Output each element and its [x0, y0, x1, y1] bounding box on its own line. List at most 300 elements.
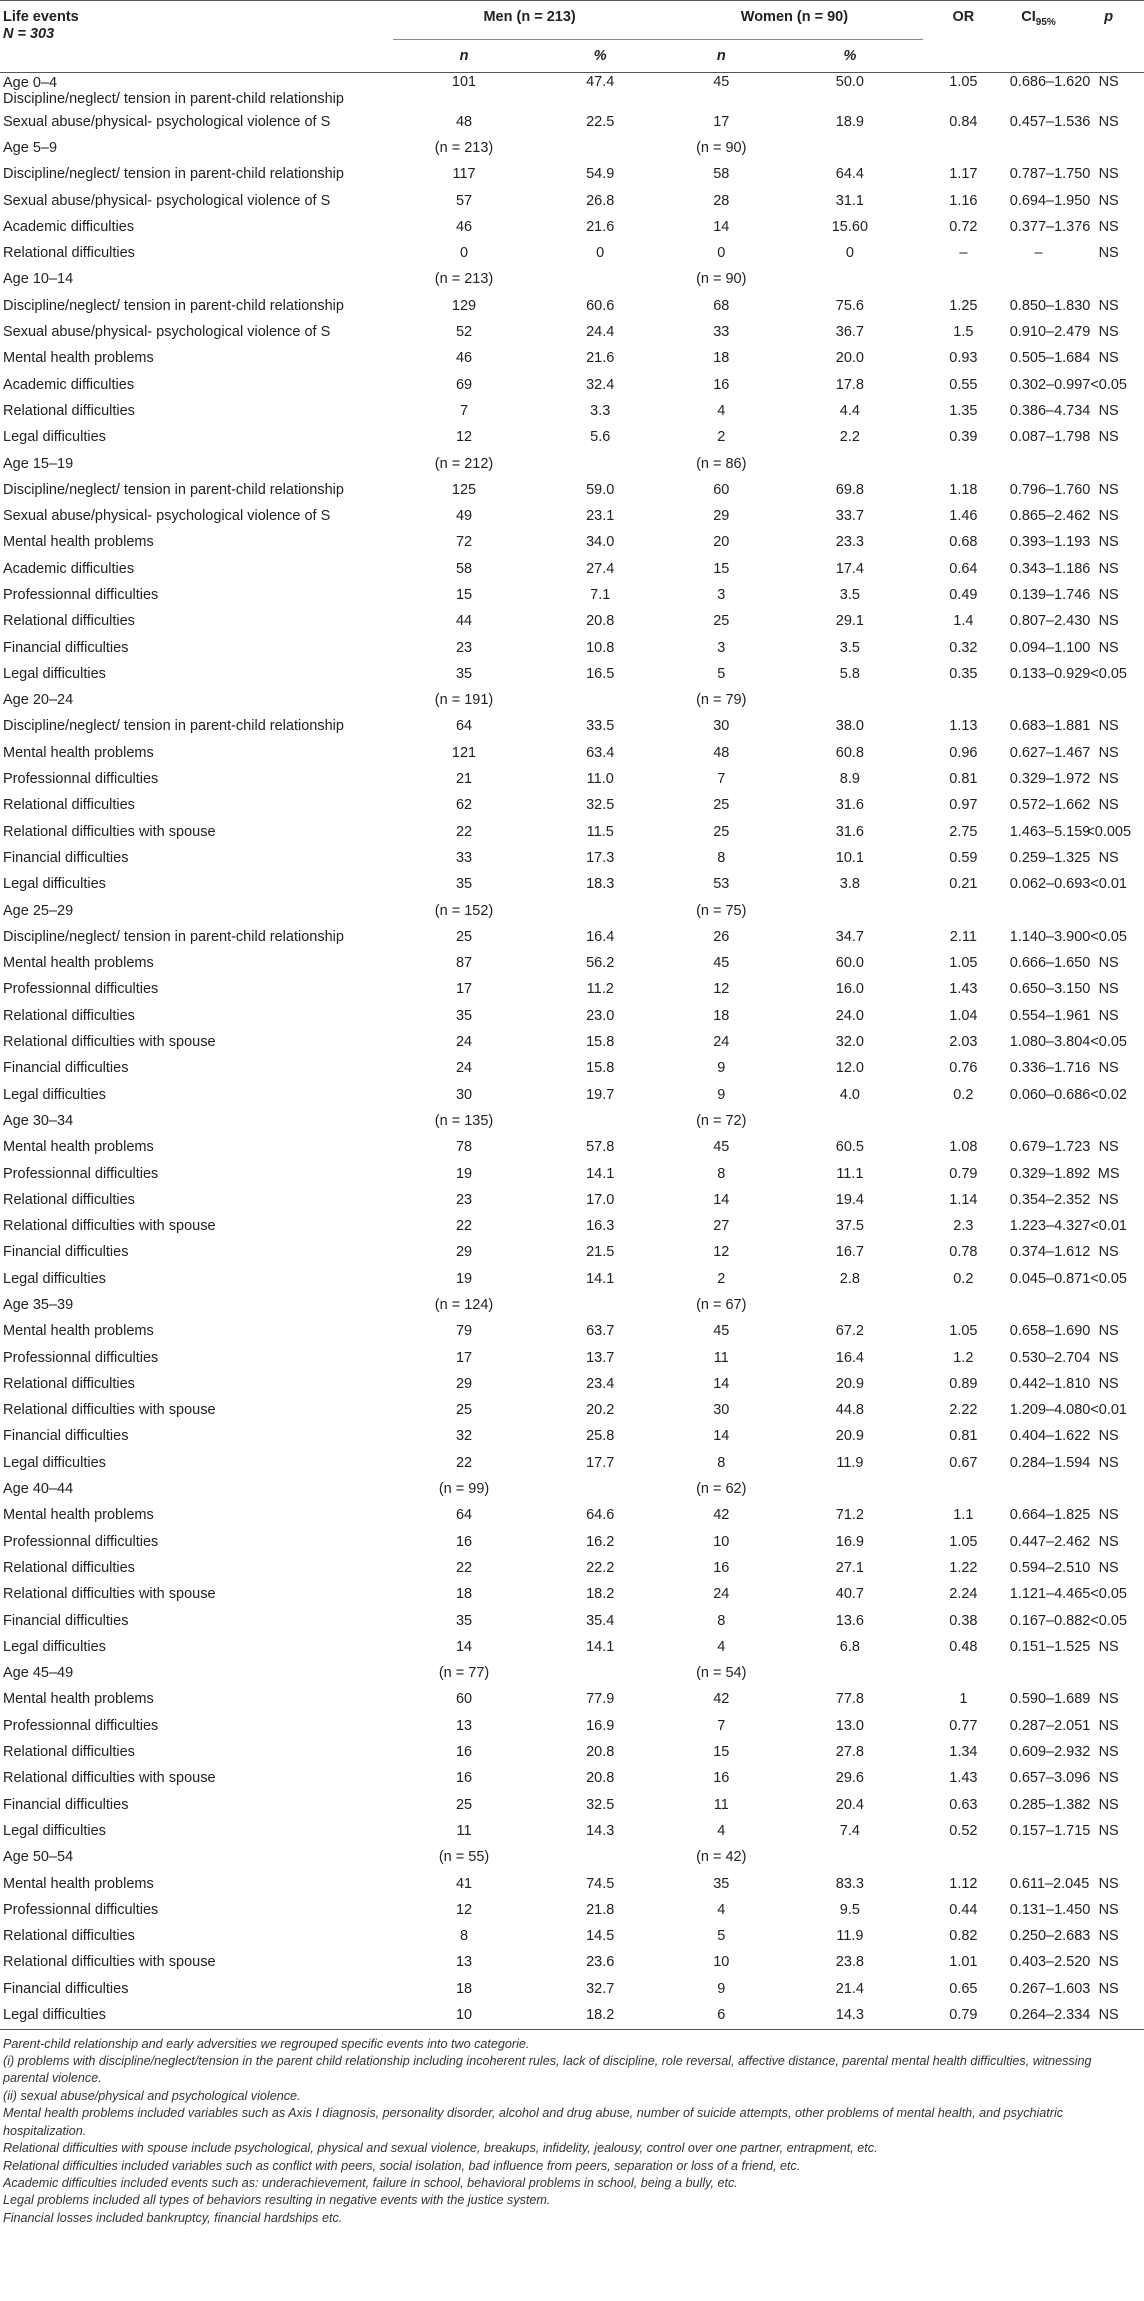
cell-women-pct: 31.6	[835, 823, 864, 840]
cell-men-n: 23	[455, 639, 473, 656]
cell-odds-ratio	[923, 451, 1004, 477]
table-row	[0, 977, 1144, 1003]
cell-p-value: NS	[1098, 1822, 1119, 1839]
row-label	[0, 1371, 393, 1397]
cell-odds-ratio: 1.14	[949, 1191, 978, 1208]
table-header	[0, 1, 1144, 73]
age-group-label	[0, 267, 393, 293]
cell-p-value: NS	[1098, 1691, 1119, 1708]
cell-ci-95: 1.223–4.327	[1009, 1218, 1091, 1235]
cell-women-n: 18	[713, 350, 730, 367]
row-label-text: Age 25–29	[3, 902, 74, 919]
cell-women-pct: 40.7	[835, 1586, 864, 1603]
cell-odds-ratio: 0.48	[949, 1638, 978, 1655]
row-label-text: Professionnal difficulties	[3, 1901, 159, 1918]
cell-ci-95: 0.157–1.715	[1009, 1822, 1091, 1839]
cell-ci-95: 0.285–1.382	[1009, 1796, 1091, 1813]
cell-women-pct: 9.5	[839, 1901, 860, 1918]
table-row	[0, 293, 1144, 319]
table-row	[0, 425, 1144, 451]
row-label-text: Age 20–24	[3, 692, 74, 709]
row-label-text: Financial difficulties	[3, 1612, 129, 1629]
cell-men-pct: 22.2	[586, 1559, 615, 1576]
age-group-row	[0, 1845, 1144, 1871]
cell-ci-95: 0.287–2.051	[1009, 1717, 1091, 1734]
row-label-text: Mental health problems	[3, 1507, 154, 1524]
cell-men-n: 78	[455, 1139, 473, 1156]
cell-women-n: 17	[713, 113, 730, 130]
cell-men-n: 125	[451, 481, 477, 498]
cell-women-n: 2	[717, 1270, 726, 1287]
cell-men-n: 64	[455, 718, 473, 735]
cell-men-pct: 20.8	[586, 1770, 615, 1787]
row-label-text: Financial difficulties	[3, 1428, 129, 1445]
cell-ci-95: 0.796–1.760	[1009, 481, 1091, 498]
table-row	[0, 1871, 1144, 1897]
cell-women-pct	[777, 1845, 923, 1871]
row-label	[0, 1818, 393, 1844]
table-footnotes	[0, 2030, 1144, 2227]
row-label	[0, 240, 393, 266]
cell-ci-95: 0.787–1.750	[1009, 166, 1091, 183]
age-group-row	[0, 267, 1144, 293]
cell-women-pct: 44.8	[835, 1402, 864, 1419]
cell-women-pct: 64.4	[835, 166, 864, 183]
age-group-row	[0, 135, 1144, 161]
cell-men-n: 129	[451, 297, 477, 314]
cell-women-pct: 3.5	[839, 639, 860, 656]
cell-men-n: 62	[455, 797, 473, 814]
cell-ci-95: 0.167–0.882	[1009, 1612, 1091, 1629]
row-label	[0, 1739, 393, 1765]
cell-women-n: 25	[713, 797, 730, 814]
cell-ci-95: 0.094–1.100	[1009, 639, 1091, 656]
cell-women-n: 27	[713, 1218, 730, 1235]
cell-men-pct	[535, 267, 666, 293]
cell-p-value	[1073, 1476, 1144, 1502]
cell-women-pct: 17.4	[835, 560, 864, 577]
table-row	[0, 635, 1144, 661]
row-label	[0, 477, 393, 503]
row-label-text: Legal difficulties	[3, 429, 106, 446]
table-row	[0, 1687, 1144, 1713]
cell-odds-ratio: 0.2	[953, 1086, 974, 1103]
cell-women-n: 6	[717, 2007, 726, 2024]
cell-men-pct: 63.4	[586, 744, 615, 761]
cell-men-n: 24	[455, 1060, 473, 1077]
cell-odds-ratio: 0.89	[949, 1375, 978, 1392]
row-label	[0, 1135, 393, 1161]
cell-odds-ratio: 0.68	[949, 534, 978, 551]
row-label-text: Academic difficulties	[3, 218, 135, 235]
cell-women-n: 8	[717, 1454, 726, 1471]
cell-odds-ratio: 0.55	[949, 376, 978, 393]
table-row	[0, 924, 1144, 950]
cell-men-n: 19	[455, 1165, 473, 1182]
cell-women-pct: 20.0	[835, 350, 864, 367]
cell-p-value: NS	[1098, 402, 1119, 419]
row-label-text: Financial difficulties	[3, 1796, 129, 1813]
cell-women-n: 42	[713, 1691, 730, 1708]
row-label-text: Discipline/neglect/ tension in parent-child relationship	[3, 481, 344, 498]
table-row	[0, 530, 1144, 556]
cell-women-n: 11	[713, 1349, 729, 1366]
row-label-text: Mental health problems	[3, 1139, 154, 1156]
table-row	[0, 556, 1144, 582]
cell-women-pct: 33.7	[835, 508, 864, 525]
cell-odds-ratio	[923, 1661, 1004, 1687]
cell-odds-ratio: –	[959, 245, 968, 262]
cell-men-pct	[535, 135, 666, 161]
cell-odds-ratio: 2.22	[949, 1402, 978, 1419]
cell-ci-95: 1.140–3.900	[1009, 928, 1091, 945]
cell-women-n: 7	[717, 1717, 726, 1734]
cell-men-n: 49	[455, 508, 473, 525]
cell-women-pct: 16.9	[835, 1533, 864, 1550]
cell-women-n: 45	[713, 1323, 730, 1340]
row-label	[0, 346, 393, 372]
table-row	[0, 1029, 1144, 1055]
cell-women-n: 16	[713, 376, 730, 393]
cell-women-n: 12	[713, 981, 730, 998]
cell-women-n: 68	[713, 297, 730, 314]
cell-men-n: 57	[455, 192, 473, 209]
table-row	[0, 1529, 1144, 1555]
cell-ci-95: 0.062–0.693	[1009, 876, 1091, 893]
row-label-text: Professionnal difficulties	[3, 1717, 159, 1734]
cell-women-pct: 77.8	[835, 1691, 864, 1708]
header-men: Men (n = 213)	[393, 1, 665, 40]
footnote: (ii) sexual abuse/physical and psychological violence.	[3, 2088, 301, 2103]
row-label	[0, 503, 393, 529]
cell-odds-ratio	[923, 688, 1004, 714]
cell-men-n: 22	[455, 823, 473, 840]
row-label-text: Age 5–9	[3, 139, 58, 156]
row-label-text: Sexual abuse/physical- psychological violence of S	[3, 113, 331, 130]
cell-ci-95: 0.664–1.825	[1009, 1507, 1091, 1524]
cell-women-pct: 69.8	[835, 481, 864, 498]
cell-odds-ratio: 0.82	[949, 1928, 978, 1945]
cell-men-n: 7	[459, 402, 469, 419]
cell-men-pct	[535, 688, 666, 714]
cell-men-n: (n = 213)	[434, 139, 494, 156]
cell-odds-ratio	[923, 1292, 1004, 1318]
cell-women-pct: 3.5	[839, 586, 860, 603]
cell-men-n: (n = 124)	[434, 1297, 494, 1313]
cell-p-value: NS	[1098, 718, 1119, 735]
cell-ci-95: 0.267–1.603	[1009, 1980, 1091, 1997]
cell-men-pct: 11.0	[586, 771, 614, 788]
cell-men-pct	[535, 451, 666, 477]
cell-women-pct: 0	[845, 245, 854, 262]
cell-odds-ratio: 0.2	[953, 1270, 974, 1287]
table-row	[0, 872, 1144, 898]
cell-men-n: 18	[455, 1980, 473, 1997]
cell-women-pct: 75.6	[835, 297, 864, 314]
age-group-row	[0, 1292, 1144, 1318]
cell-women-pct	[777, 1292, 923, 1318]
cell-women-pct: 20.4	[835, 1796, 864, 1813]
cell-men-n: 46	[455, 350, 473, 367]
cell-odds-ratio	[923, 1108, 1004, 1134]
cell-women-pct: 11.1	[836, 1165, 864, 1182]
row-label-text: Discipline/neglect/ tension in parent-child relationship	[3, 297, 344, 314]
cell-women-pct: 21.4	[835, 1980, 864, 1997]
cell-men-n: 10	[455, 2007, 473, 2024]
cell-p-value: <0.05	[1090, 1586, 1128, 1603]
cell-men-pct: 25.8	[586, 1428, 615, 1445]
cell-p-value: NS	[1098, 1717, 1119, 1734]
cell-women-pct	[777, 898, 923, 924]
cell-p-value: <0.005	[1086, 823, 1132, 840]
cell-ci-95: 0.683–1.881	[1009, 718, 1091, 735]
row-label-text: Age 35–39	[3, 1297, 74, 1313]
cell-odds-ratio: 1.18	[949, 481, 978, 498]
row-label-text: Relational difficulties	[3, 1559, 135, 1576]
cell-women-n: (n = 54)	[696, 1665, 747, 1682]
cell-ci-95: 0.087–1.798	[1009, 429, 1091, 446]
table-row	[0, 1739, 1144, 1765]
cell-p-value: NS	[1098, 1559, 1119, 1576]
cell-women-pct: 10.1	[835, 849, 864, 866]
cell-ci-95: 0.910–2.479	[1009, 324, 1091, 341]
cell-women-pct: 34.7	[835, 928, 864, 945]
row-label	[0, 1871, 393, 1897]
table-row	[0, 793, 1144, 819]
row-label	[0, 1897, 393, 1923]
cell-p-value: <0.05	[1090, 928, 1128, 945]
cell-men-pct: 17.3	[586, 849, 615, 866]
cell-men-n: 18	[455, 1586, 473, 1603]
age-group-label	[0, 1292, 393, 1318]
cell-men-n: 33	[455, 849, 473, 866]
cell-women-pct: 16.0	[835, 981, 864, 998]
cell-women-pct: 11.9	[836, 1928, 864, 1945]
cell-ci-95	[1004, 898, 1074, 924]
cell-women-pct: 38.0	[835, 718, 864, 735]
row-label-text: Professionnal difficulties	[3, 586, 159, 603]
cell-men-pct: 18.3	[586, 876, 615, 893]
cell-men-n: 72	[455, 534, 473, 551]
cell-men-pct: 21.5	[586, 1244, 615, 1261]
row-label	[0, 1082, 393, 1108]
cell-women-pct: 3.8	[839, 876, 860, 893]
cell-women-pct: 60.0	[835, 955, 864, 972]
cell-women-pct: 20.9	[835, 1375, 864, 1392]
table-row	[0, 1266, 1144, 1292]
row-label-text: Age 40–44	[3, 1481, 74, 1498]
cell-ci-95: 0.404–1.622	[1009, 1428, 1091, 1445]
cell-men-n: 64	[455, 1507, 473, 1524]
cell-men-pct: 63.7	[586, 1323, 615, 1340]
table-row	[0, 1713, 1144, 1739]
row-label	[0, 793, 393, 819]
table-row	[0, 1424, 1144, 1450]
row-label-text: Financial difficulties	[3, 1244, 129, 1261]
cell-odds-ratio	[923, 135, 1004, 161]
row-label-text: Academic difficulties	[3, 560, 135, 577]
cell-men-n: 21	[455, 771, 473, 788]
cell-women-n: 20	[713, 534, 730, 551]
table-row	[0, 1345, 1144, 1371]
cell-men-n: (n = 213)	[434, 271, 494, 288]
cell-men-pct: 21.6	[586, 218, 615, 235]
row-label-text: Age 45–49	[3, 1665, 74, 1682]
row-label-text: Financial difficulties	[3, 639, 129, 656]
cell-women-n: 30	[713, 1402, 730, 1419]
cell-men-n: 16	[455, 1533, 473, 1550]
row-label-text: Professionnal difficulties	[3, 1533, 159, 1550]
cell-women-pct: 32.0	[835, 1034, 864, 1051]
row-label-text: Financial difficulties	[3, 1060, 129, 1077]
cell-p-value: NS	[1098, 1954, 1119, 1971]
cell-odds-ratio: 1.46	[949, 508, 978, 525]
cell-women-n: (n = 62)	[696, 1481, 747, 1498]
cell-men-pct: 35.4	[586, 1612, 615, 1629]
table-row	[0, 214, 1144, 240]
cell-women-pct	[777, 688, 923, 714]
cell-men-pct: 7.1	[590, 586, 611, 603]
table-row	[0, 319, 1144, 345]
row-label	[0, 293, 393, 319]
table-row	[0, 1371, 1144, 1397]
cell-men-n: 23	[455, 1191, 473, 1208]
cell-odds-ratio: 2.3	[953, 1218, 974, 1235]
cell-ci-95: 0.329–1.972	[1009, 771, 1091, 788]
row-label	[0, 1950, 393, 1976]
cell-odds-ratio: 1.05	[949, 955, 978, 972]
cell-p-value: NS	[1098, 797, 1119, 814]
row-label	[0, 635, 393, 661]
cell-p-value: <0.01	[1090, 876, 1128, 893]
cell-women-n: 28	[713, 192, 730, 209]
cell-ci-95	[1004, 1108, 1074, 1134]
cell-women-pct: 13.0	[835, 1717, 864, 1734]
table-row	[0, 109, 1144, 135]
cell-men-n: 25	[455, 1796, 473, 1813]
cell-women-n: 14	[713, 1191, 730, 1208]
cell-p-value: NS	[1098, 218, 1119, 235]
cell-p-value: NS	[1098, 1454, 1119, 1471]
row-label-text: Professionnal difficulties	[3, 1349, 159, 1366]
row-label	[0, 1187, 393, 1213]
cell-odds-ratio: 1.16	[949, 192, 978, 209]
cell-odds-ratio: 1.1	[953, 1507, 974, 1524]
cell-odds-ratio: 0.72	[949, 218, 978, 235]
cell-men-pct: 18.2	[586, 1586, 615, 1603]
header-men-n: n	[459, 48, 469, 64]
cell-men-n: 87	[455, 955, 473, 972]
row-label-text: Mental health problems	[3, 1323, 154, 1340]
cell-women-pct: 15.60	[831, 218, 869, 235]
row-label-text: Relational difficulties	[3, 1375, 135, 1392]
cell-p-value	[1073, 1845, 1144, 1871]
cell-p-value: NS	[1098, 1638, 1119, 1655]
cell-women-n: 11	[713, 1796, 729, 1813]
age-group-label	[0, 451, 393, 477]
row-label-text: Discipline/neglect/ tension in parent-child relationship	[3, 928, 344, 945]
cell-odds-ratio: 0.32	[949, 639, 978, 656]
footnote: Mental health problems included variables such as Axis I diagnosis, personality disorder, alcohol and drug abuse, number of suicide attempts, other problems of mental health, and psychiatric hospitalization.	[3, 2106, 1064, 2138]
table-row	[0, 1634, 1144, 1660]
cell-ci-95: 0.865–2.462	[1009, 508, 1091, 525]
cell-men-n: 25	[455, 928, 473, 945]
cell-p-value: NS	[1098, 245, 1119, 262]
cell-men-n: (n = 77)	[438, 1665, 490, 1682]
row-label	[0, 872, 393, 898]
cell-men-pct: 20.2	[586, 1402, 615, 1419]
table-row	[0, 1450, 1144, 1476]
cell-ci-95: 0.650–3.150	[1009, 981, 1091, 998]
cell-women-pct: 16.4	[835, 1349, 864, 1366]
cell-women-n: 45	[713, 74, 730, 90]
cell-p-value: NS	[1098, 560, 1119, 577]
cell-women-pct: 29.6	[835, 1770, 864, 1787]
row-label	[0, 714, 393, 740]
cell-women-n: 3	[717, 586, 726, 603]
cell-men-n: 17	[455, 1349, 473, 1366]
row-label	[0, 1792, 393, 1818]
cell-p-value: NS	[1098, 639, 1119, 656]
cell-odds-ratio: 0.64	[949, 560, 978, 577]
cell-men-pct: 32.5	[586, 797, 615, 814]
age-group-label	[0, 73, 393, 110]
cell-women-pct	[777, 267, 923, 293]
row-label	[0, 1161, 393, 1187]
cell-men-n: 48	[455, 113, 473, 130]
cell-men-n: 11	[456, 1822, 472, 1839]
table-row	[0, 162, 1144, 188]
row-label-text: Financial difficulties	[3, 849, 129, 866]
cell-women-pct: 2.2	[839, 429, 860, 446]
cell-odds-ratio: 1.43	[949, 1770, 978, 1787]
cell-ci-95: 0.377–1.376	[1009, 218, 1091, 235]
cell-men-pct	[535, 1108, 666, 1134]
cell-women-n: 4	[717, 1638, 726, 1655]
cell-odds-ratio: 1.4	[953, 613, 974, 630]
cell-p-value: NS	[1098, 981, 1119, 998]
cell-women-pct: 71.2	[835, 1507, 864, 1524]
cell-p-value: NS	[1098, 1533, 1119, 1550]
cell-p-value: NS	[1098, 586, 1119, 603]
row-label-text: Discipline/neglect/ tension in parent-child relationship	[3, 166, 344, 183]
cell-p-value: NS	[1098, 1980, 1119, 1997]
footnote: Financial losses included bankruptcy, financial hardships etc.	[3, 2210, 343, 2225]
cell-odds-ratio: 1.34	[949, 1744, 978, 1761]
cell-ci-95: 0.594–2.510	[1009, 1559, 1091, 1576]
row-label	[0, 162, 393, 188]
cell-odds-ratio: 1	[959, 1691, 968, 1708]
row-sublabel-text: Discipline/neglect/ tension in parent-child relationship	[3, 91, 344, 107]
cell-men-n: 22	[455, 1218, 473, 1235]
row-label	[0, 2002, 393, 2029]
cell-men-pct	[535, 1661, 666, 1687]
cell-p-value: NS	[1098, 297, 1119, 314]
cell-men-pct: 54.9	[586, 166, 615, 183]
table-row	[0, 582, 1144, 608]
cell-men-pct: 15.8	[586, 1034, 615, 1051]
cell-odds-ratio: 0.79	[949, 1165, 978, 1182]
cell-women-pct: 83.3	[835, 1875, 864, 1892]
cell-women-n: 7	[717, 771, 726, 788]
row-label	[0, 661, 393, 687]
cell-women-n: 12	[713, 1244, 730, 1261]
table-row	[0, 1161, 1144, 1187]
cell-ci-95: 0.530–2.704	[1009, 1349, 1091, 1366]
cell-women-n: (n = 79)	[696, 692, 747, 709]
cell-odds-ratio: 1.2	[953, 1349, 974, 1366]
footnote: (i) problems with discipline/neglect/tension in the parent child relationship including incoherent rules, lack of discipline, role reversal, affective distance, parental mental health difficulties, witnessing parental violence.	[3, 2054, 1092, 2086]
